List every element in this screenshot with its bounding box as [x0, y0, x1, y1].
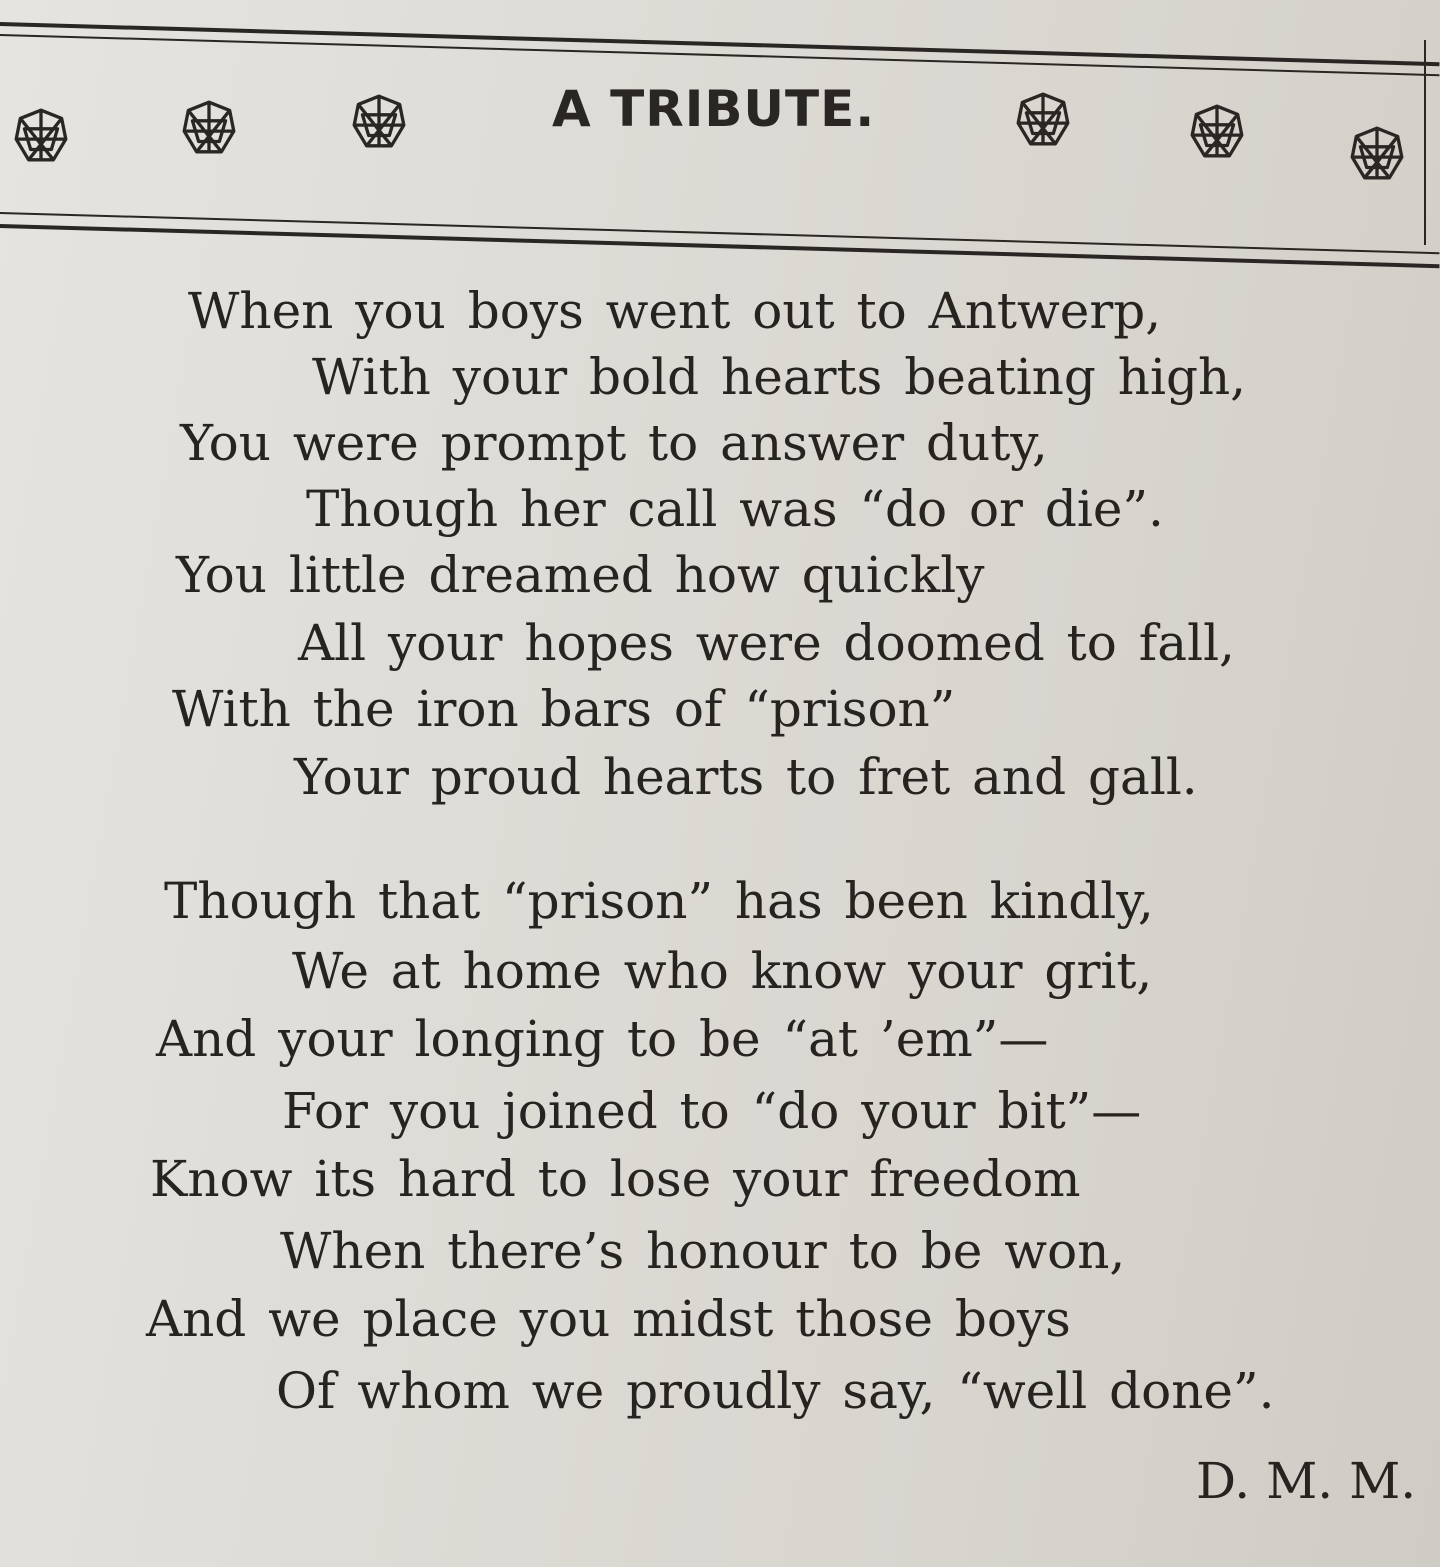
poem-line: You were prompt to answer duty, — [180, 414, 1048, 472]
poem-line: When you boys went out to Antwerp, — [188, 282, 1162, 340]
poem-line: When there’s honour to be won, — [280, 1222, 1126, 1280]
author-signature: D. M. M. — [1196, 1452, 1417, 1510]
poem-line: All your hopes were doomed to fall, — [298, 614, 1235, 672]
poem-line: Though that “prison” has been kindly, — [164, 872, 1154, 930]
poem-line: We at home who know your grit, — [292, 942, 1153, 1000]
poem-line: For you joined to “do your bit”— — [282, 1082, 1142, 1140]
poem-line: With the iron bars of “prison” — [172, 680, 956, 738]
poem-line: And we place you midst those boys — [146, 1290, 1071, 1348]
poem-line: Know its hard to lose your freedom — [150, 1150, 1081, 1208]
poem-line: With your bold hearts beating high, — [312, 348, 1247, 406]
poem-line: And your longing to be “at ’em”— — [156, 1010, 1049, 1068]
poem-line: Of whom we proudly say, “well done”. — [276, 1362, 1275, 1420]
poem-line: Though her call was “do or die”. — [306, 480, 1164, 538]
poem-line: You little dreamed how quickly — [176, 546, 985, 604]
poem-line: Your proud hearts to fret and gall. — [294, 748, 1198, 806]
page-title: A TRIBUTE. — [552, 80, 876, 138]
